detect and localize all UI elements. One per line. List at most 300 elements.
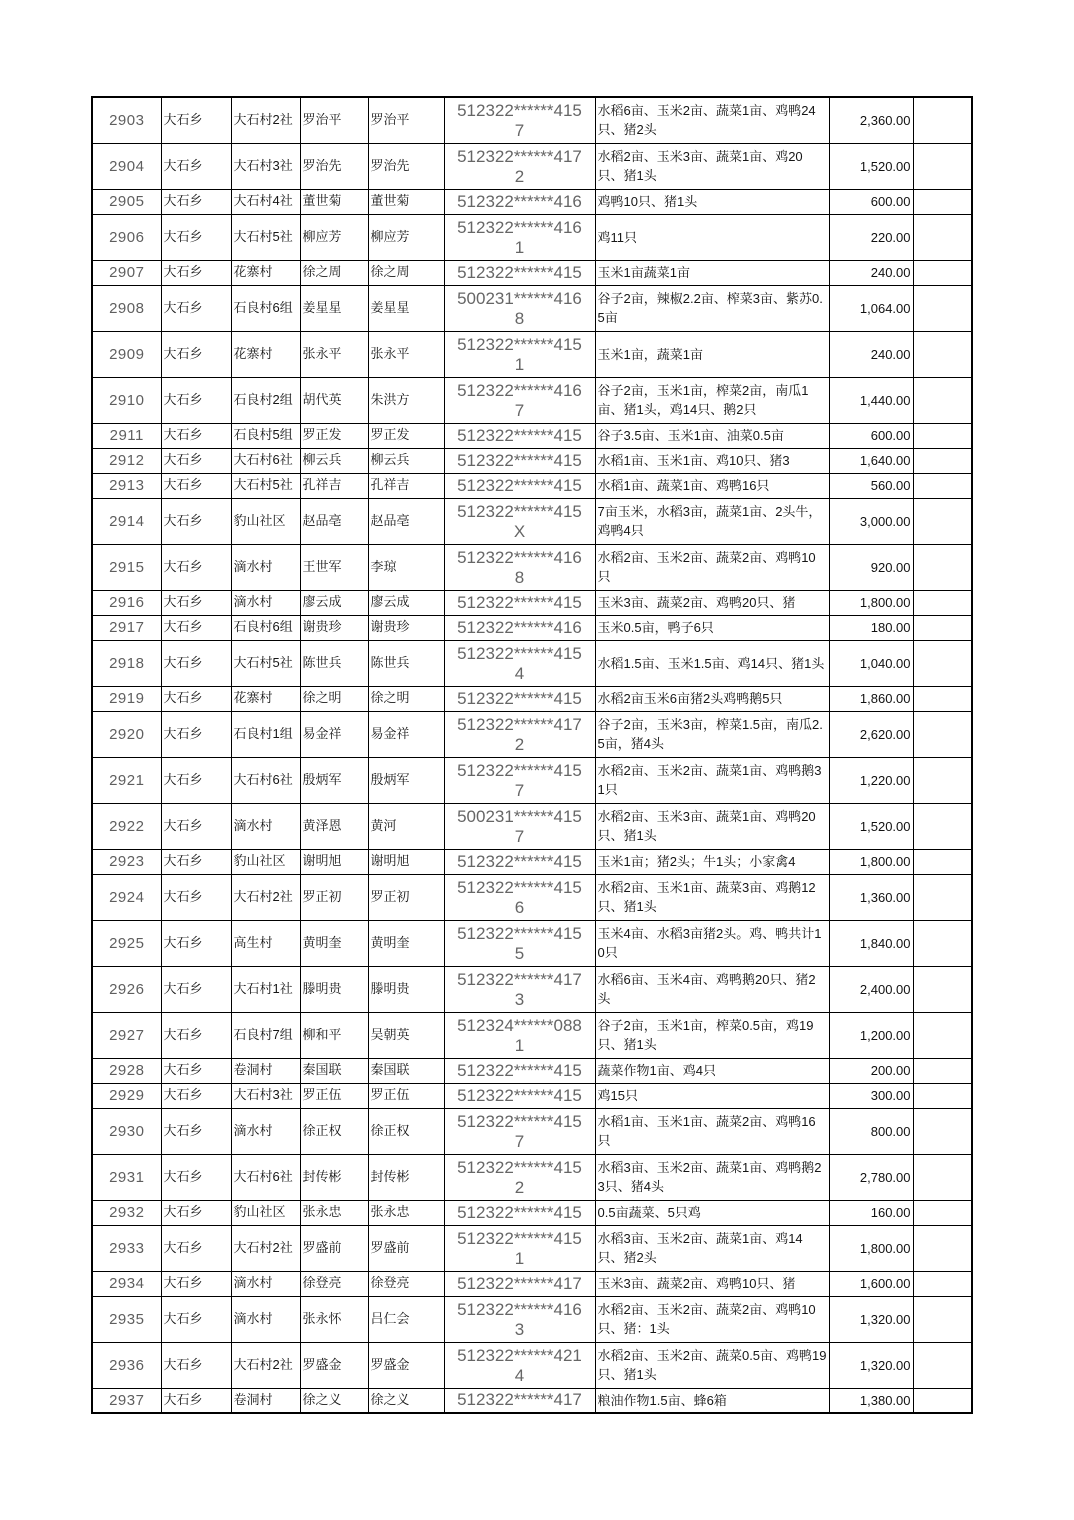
cell-village: 卷洞村	[231, 1058, 300, 1083]
cell-village: 豹山社区	[231, 1200, 300, 1225]
cell-beneficiary-name: 吕仁会	[368, 1296, 444, 1342]
cell-township: 大石乡	[161, 1154, 231, 1200]
cell-id-number	[444, 423, 595, 448]
cell-beneficiary-name: 罗正伍	[368, 1083, 444, 1108]
cell-village: 石良村2组	[231, 377, 300, 423]
table-row	[92, 1083, 972, 1108]
id-number-line2: 4	[514, 1365, 525, 1385]
cell-row-number: 2924	[92, 874, 161, 920]
cell-subsidy-amount: 600.00	[829, 423, 913, 448]
cell-id-number	[444, 260, 595, 285]
id-number-line1: 512322******415	[457, 100, 582, 120]
cell-blank	[913, 189, 972, 214]
id-number-line1: 512322******417	[457, 1390, 582, 1410]
cell-row-number: 2925	[92, 920, 161, 966]
id-number-line1: 512322******415	[457, 1202, 582, 1222]
cell-beneficiary-name: 罗治平	[368, 97, 444, 143]
cell-village: 大石村5社	[231, 214, 300, 260]
cell-beneficiary-name: 秦国联	[368, 1058, 444, 1083]
table-row	[92, 1058, 972, 1083]
id-number-line1: 512322******415	[457, 688, 582, 708]
cell-village: 滴水村	[231, 1271, 300, 1296]
cell-beneficiary-name: 赵品亳	[368, 498, 444, 544]
id-number-line2: 6	[514, 897, 525, 917]
cell-declarant-name: 滕明贵	[300, 966, 368, 1012]
cell-id-number	[444, 640, 595, 686]
cell-row-number: 2919	[92, 686, 161, 711]
cell-township: 大石乡	[161, 686, 231, 711]
table-row	[92, 377, 972, 423]
subsidy-table	[91, 96, 973, 1414]
cell-declarant-name: 殷炳军	[300, 757, 368, 803]
cell-production-items: 水稻2亩、玉米2亩、蔬菜1亩、鸡鸭鹅31只	[595, 757, 829, 803]
cell-village: 豹山社区	[231, 849, 300, 874]
cell-declarant-name: 徐之义	[300, 1388, 368, 1413]
cell-beneficiary-name: 徐之周	[368, 260, 444, 285]
id-number-line1: 512322******415	[457, 851, 582, 871]
id-number-line2: 3	[514, 989, 525, 1009]
cell-row-number: 2932	[92, 1200, 161, 1225]
cell-row-number: 2907	[92, 260, 161, 285]
cell-township: 大石乡	[161, 849, 231, 874]
cell-township: 大石乡	[161, 423, 231, 448]
cell-subsidy-amount: 1,520.00	[829, 803, 913, 849]
cell-id-number	[444, 1012, 595, 1058]
table-row	[92, 544, 972, 590]
cell-declarant-name: 张永忠	[300, 1200, 368, 1225]
cell-declarant-name: 徐登亮	[300, 1271, 368, 1296]
id-number-line1: 512322******415	[457, 1111, 582, 1131]
cell-subsidy-amount: 1,640.00	[829, 448, 913, 473]
cell-township: 大石乡	[161, 544, 231, 590]
cell-beneficiary-name: 殷炳军	[368, 757, 444, 803]
cell-beneficiary-name: 罗盛前	[368, 1225, 444, 1271]
cell-production-items: 玉米4亩、水稻3亩猪2头。鸡、鸭共计10只	[595, 920, 829, 966]
table-row	[92, 423, 972, 448]
cell-beneficiary-name: 廖云成	[368, 590, 444, 615]
cell-id-number	[444, 1058, 595, 1083]
cell-subsidy-amount: 920.00	[829, 544, 913, 590]
id-number-line1: 512322******415	[457, 643, 582, 663]
cell-row-number: 2930	[92, 1108, 161, 1154]
cell-production-items: 鸡15只	[595, 1083, 829, 1108]
cell-declarant-name: 黄明奎	[300, 920, 368, 966]
table-row	[92, 590, 972, 615]
cell-subsidy-amount: 1,220.00	[829, 757, 913, 803]
cell-beneficiary-name: 张永平	[368, 331, 444, 377]
cell-beneficiary-name: 徐之义	[368, 1388, 444, 1413]
cell-beneficiary-name: 封传彬	[368, 1154, 444, 1200]
cell-village: 大石村4社	[231, 189, 300, 214]
cell-id-number	[444, 590, 595, 615]
cell-blank	[913, 423, 972, 448]
cell-village: 大石村2社	[231, 874, 300, 920]
cell-declarant-name: 胡代英	[300, 377, 368, 423]
cell-blank	[913, 1058, 972, 1083]
cell-row-number: 2910	[92, 377, 161, 423]
cell-subsidy-amount: 2,360.00	[829, 97, 913, 143]
subsidy-table-body	[92, 97, 972, 1413]
id-number-line1: 512322******417	[457, 146, 582, 166]
cell-declarant-name: 罗盛金	[300, 1342, 368, 1388]
cell-declarant-name: 罗正伍	[300, 1083, 368, 1108]
table-row	[92, 143, 972, 189]
cell-village: 石良村6组	[231, 285, 300, 331]
cell-row-number: 2912	[92, 448, 161, 473]
table-row	[92, 260, 972, 285]
id-number-line2: 4	[514, 663, 525, 683]
id-number-line2: 1	[514, 1035, 525, 1055]
cell-beneficiary-name: 姜星星	[368, 285, 444, 331]
cell-declarant-name: 柳和平	[300, 1012, 368, 1058]
cell-id-number	[444, 874, 595, 920]
cell-township: 大石乡	[161, 331, 231, 377]
cell-production-items: 7亩玉米，水稻3亩，蔬菜1亩、2头牛，鸡鸭4只	[595, 498, 829, 544]
cell-township: 大石乡	[161, 1296, 231, 1342]
cell-row-number: 2928	[92, 1058, 161, 1083]
cell-row-number: 2921	[92, 757, 161, 803]
cell-subsidy-amount: 1,800.00	[829, 849, 913, 874]
cell-township: 大石乡	[161, 1388, 231, 1413]
cell-row-number: 2903	[92, 97, 161, 143]
cell-id-number	[444, 214, 595, 260]
cell-production-items: 水稻2亩、玉米2亩、蔬菜2亩、鸡鸭10只、猪：1头	[595, 1296, 829, 1342]
cell-row-number: 2936	[92, 1342, 161, 1388]
cell-declarant-name: 赵品亳	[300, 498, 368, 544]
cell-township: 大石乡	[161, 615, 231, 640]
cell-id-number	[444, 1083, 595, 1108]
cell-subsidy-amount: 600.00	[829, 189, 913, 214]
id-number-line2: 2	[514, 1177, 525, 1197]
cell-blank	[913, 498, 972, 544]
cell-subsidy-amount: 240.00	[829, 260, 913, 285]
cell-blank	[913, 874, 972, 920]
cell-blank	[913, 1388, 972, 1413]
cell-row-number: 2931	[92, 1154, 161, 1200]
cell-blank	[913, 966, 972, 1012]
cell-row-number: 2922	[92, 803, 161, 849]
cell-id-number	[444, 498, 595, 544]
cell-production-items: 水稻1.5亩、玉米1.5亩、鸡14只、猪1头	[595, 640, 829, 686]
cell-subsidy-amount: 200.00	[829, 1058, 913, 1083]
cell-subsidy-amount: 160.00	[829, 1200, 913, 1225]
cell-production-items: 水稻6亩、玉米2亩、蔬菜1亩、鸡鸭24只、猪2头	[595, 97, 829, 143]
cell-subsidy-amount: 1,320.00	[829, 1296, 913, 1342]
cell-village: 大石村3社	[231, 143, 300, 189]
cell-production-items: 水稻2亩、玉米2亩、蔬菜2亩、鸡鸭10只	[595, 544, 829, 590]
cell-declarant-name: 黄泽恩	[300, 803, 368, 849]
cell-row-number: 2934	[92, 1271, 161, 1296]
cell-id-number	[444, 1225, 595, 1271]
cell-row-number: 2927	[92, 1012, 161, 1058]
id-number-line2: 2	[514, 734, 525, 754]
cell-declarant-name: 谢明旭	[300, 849, 368, 874]
cell-blank	[913, 1154, 972, 1200]
table-row	[92, 803, 972, 849]
cell-township: 大石乡	[161, 1083, 231, 1108]
cell-row-number: 2914	[92, 498, 161, 544]
cell-beneficiary-name: 罗正初	[368, 874, 444, 920]
cell-production-items: 谷子2亩，玉米3亩，榨菜1.5亩，南瓜2.5亩，猪4头	[595, 711, 829, 757]
cell-production-items: 谷子2亩，辣椒2.2亩、榨菜3亩、紫苏0.5亩	[595, 285, 829, 331]
cell-blank	[913, 448, 972, 473]
cell-declarant-name: 封传彬	[300, 1154, 368, 1200]
id-number-line1: 512322******416	[457, 191, 582, 211]
cell-declarant-name: 张永怀	[300, 1296, 368, 1342]
cell-blank	[913, 849, 972, 874]
cell-blank	[913, 544, 972, 590]
cell-village: 大石村2社	[231, 97, 300, 143]
cell-beneficiary-name: 徐正权	[368, 1108, 444, 1154]
cell-village: 大石村2社	[231, 1225, 300, 1271]
cell-blank	[913, 1296, 972, 1342]
cell-id-number	[444, 143, 595, 189]
cell-township: 大石乡	[161, 1225, 231, 1271]
cell-blank	[913, 97, 972, 143]
cell-blank	[913, 1271, 972, 1296]
cell-subsidy-amount: 1,600.00	[829, 1271, 913, 1296]
cell-blank	[913, 1225, 972, 1271]
cell-blank	[913, 1012, 972, 1058]
cell-row-number: 2909	[92, 331, 161, 377]
cell-production-items: 谷子2亩，玉米1亩，榨菜0.5亩，鸡19只、猪1头	[595, 1012, 829, 1058]
cell-id-number	[444, 1200, 595, 1225]
cell-row-number: 2906	[92, 214, 161, 260]
id-number-line1: 512322******415	[457, 425, 582, 445]
cell-id-number	[444, 1296, 595, 1342]
cell-declarant-name: 易金祥	[300, 711, 368, 757]
cell-id-number	[444, 615, 595, 640]
id-number-line1: 512322******415	[457, 592, 582, 612]
cell-id-number	[444, 448, 595, 473]
cell-village: 花寨村	[231, 331, 300, 377]
cell-declarant-name: 罗正初	[300, 874, 368, 920]
cell-township: 大石乡	[161, 1058, 231, 1083]
cell-subsidy-amount: 300.00	[829, 1083, 913, 1108]
cell-subsidy-amount: 1,860.00	[829, 686, 913, 711]
cell-village: 大石村5社	[231, 640, 300, 686]
table-row	[92, 849, 972, 874]
cell-blank	[913, 214, 972, 260]
cell-production-items: 玉米3亩、蔬菜2亩、鸡鸭20只、猪	[595, 590, 829, 615]
cell-subsidy-amount: 1,800.00	[829, 1225, 913, 1271]
cell-village: 大石村6社	[231, 757, 300, 803]
cell-beneficiary-name: 谢贵珍	[368, 615, 444, 640]
cell-id-number	[444, 803, 595, 849]
cell-township: 大石乡	[161, 757, 231, 803]
cell-subsidy-amount: 2,780.00	[829, 1154, 913, 1200]
cell-declarant-name: 罗治先	[300, 143, 368, 189]
table-row	[92, 920, 972, 966]
cell-village: 大石村1社	[231, 966, 300, 1012]
cell-declarant-name: 徐正权	[300, 1108, 368, 1154]
id-number-line1: 512322******415	[457, 877, 582, 897]
cell-township: 大石乡	[161, 1108, 231, 1154]
cell-village: 大石村3社	[231, 1083, 300, 1108]
cell-beneficiary-name: 易金祥	[368, 711, 444, 757]
cell-production-items: 鸡11只	[595, 214, 829, 260]
cell-blank	[913, 640, 972, 686]
cell-township: 大石乡	[161, 1200, 231, 1225]
cell-declarant-name: 徐之周	[300, 260, 368, 285]
cell-id-number	[444, 97, 595, 143]
cell-blank	[913, 143, 972, 189]
cell-row-number: 2935	[92, 1296, 161, 1342]
cell-blank	[913, 285, 972, 331]
cell-beneficiary-name: 朱洪方	[368, 377, 444, 423]
table-row	[92, 686, 972, 711]
cell-subsidy-amount: 1,064.00	[829, 285, 913, 331]
cell-beneficiary-name: 柳应芳	[368, 214, 444, 260]
id-number-line1: 500231******416	[457, 288, 582, 308]
table-row	[92, 874, 972, 920]
cell-declarant-name: 罗治平	[300, 97, 368, 143]
cell-village: 滴水村	[231, 803, 300, 849]
cell-row-number: 2905	[92, 189, 161, 214]
id-number-line1: 512322******415	[457, 1085, 582, 1105]
cell-township: 大石乡	[161, 285, 231, 331]
cell-row-number: 2904	[92, 143, 161, 189]
cell-production-items: 玉米1亩；猪2头；牛1头；小家禽4	[595, 849, 829, 874]
cell-id-number	[444, 1342, 595, 1388]
cell-beneficiary-name: 张永忠	[368, 1200, 444, 1225]
table-row	[92, 331, 972, 377]
cell-blank	[913, 757, 972, 803]
cell-village: 滴水村	[231, 590, 300, 615]
cell-production-items: 鸡鸭10只、猪1头	[595, 189, 829, 214]
cell-blank	[913, 1342, 972, 1388]
cell-production-items: 水稻3亩、玉米2亩、蔬菜1亩、鸡鸭鹅23只、猪4头	[595, 1154, 829, 1200]
cell-row-number: 2917	[92, 615, 161, 640]
cell-declarant-name: 张永平	[300, 331, 368, 377]
cell-declarant-name: 王世军	[300, 544, 368, 590]
cell-row-number: 2933	[92, 1225, 161, 1271]
cell-blank	[913, 590, 972, 615]
table-row	[92, 1296, 972, 1342]
cell-subsidy-amount: 180.00	[829, 615, 913, 640]
table-row	[92, 1108, 972, 1154]
cell-declarant-name: 罗正发	[300, 423, 368, 448]
cell-village: 花寨村	[231, 686, 300, 711]
cell-village: 石良村7组	[231, 1012, 300, 1058]
cell-subsidy-amount: 1,800.00	[829, 590, 913, 615]
cell-township: 大石乡	[161, 803, 231, 849]
cell-declarant-name: 廖云成	[300, 590, 368, 615]
table-row	[92, 1200, 972, 1225]
cell-production-items: 水稻2亩、玉米3亩、蔬菜1亩、鸡20只、猪1头	[595, 143, 829, 189]
cell-beneficiary-name: 罗治先	[368, 143, 444, 189]
table-row	[92, 711, 972, 757]
cell-village: 豹山社区	[231, 498, 300, 544]
cell-township: 大石乡	[161, 966, 231, 1012]
id-number-line2: 1	[514, 1248, 525, 1268]
cell-village: 滴水村	[231, 1108, 300, 1154]
cell-township: 大石乡	[161, 640, 231, 686]
cell-subsidy-amount: 1,360.00	[829, 874, 913, 920]
cell-beneficiary-name: 李琼	[368, 544, 444, 590]
id-number-line1: 512322******416	[457, 217, 582, 237]
cell-production-items: 蔬菜作物1亩、鸡4只	[595, 1058, 829, 1083]
cell-blank	[913, 686, 972, 711]
cell-subsidy-amount: 1,320.00	[829, 1342, 913, 1388]
cell-row-number: 2915	[92, 544, 161, 590]
cell-id-number	[444, 473, 595, 498]
cell-beneficiary-name: 罗盛金	[368, 1342, 444, 1388]
id-number-line2: 7	[514, 120, 525, 140]
cell-village: 滴水村	[231, 1296, 300, 1342]
id-number-line1: 512322******415	[457, 262, 582, 282]
id-number-line2: 7	[514, 826, 525, 846]
cell-subsidy-amount: 2,400.00	[829, 966, 913, 1012]
cell-production-items: 玉米0.5亩，鸭子6只	[595, 615, 829, 640]
cell-township: 大石乡	[161, 143, 231, 189]
cell-subsidy-amount: 240.00	[829, 331, 913, 377]
cell-production-items: 玉米1亩，蔬菜1亩	[595, 331, 829, 377]
cell-row-number: 2911	[92, 423, 161, 448]
cell-blank	[913, 803, 972, 849]
cell-row-number: 2916	[92, 590, 161, 615]
cell-declarant-name: 董世菊	[300, 189, 368, 214]
cell-declarant-name: 罗盛前	[300, 1225, 368, 1271]
cell-id-number	[444, 1108, 595, 1154]
table-row	[92, 97, 972, 143]
cell-row-number: 2913	[92, 473, 161, 498]
table-row	[92, 1342, 972, 1388]
cell-id-number	[444, 1388, 595, 1413]
id-number-line1: 512322******417	[457, 714, 582, 734]
cell-village: 花寨村	[231, 260, 300, 285]
id-number-line1: 512322******415	[457, 475, 582, 495]
cell-declarant-name: 柳云兵	[300, 448, 368, 473]
cell-village: 大石村5社	[231, 473, 300, 498]
cell-blank	[913, 1108, 972, 1154]
cell-beneficiary-name: 陈世兵	[368, 640, 444, 686]
cell-row-number: 2923	[92, 849, 161, 874]
cell-subsidy-amount: 220.00	[829, 214, 913, 260]
cell-id-number	[444, 849, 595, 874]
cell-id-number	[444, 686, 595, 711]
cell-production-items: 水稻2亩、玉米2亩、蔬菜0.5亩、鸡鸭19只、猪1头	[595, 1342, 829, 1388]
cell-production-items: 水稻6亩、玉米4亩、鸡鸭鹅20只、猪2头	[595, 966, 829, 1012]
cell-blank	[913, 377, 972, 423]
id-number-line1: 512322******415	[457, 1060, 582, 1080]
cell-village: 卷洞村	[231, 1388, 300, 1413]
cell-id-number	[444, 1154, 595, 1200]
cell-subsidy-amount: 1,440.00	[829, 377, 913, 423]
cell-declarant-name: 陈世兵	[300, 640, 368, 686]
id-number-line1: 512322******416	[457, 1299, 582, 1319]
table-row	[92, 285, 972, 331]
cell-village: 滴水村	[231, 544, 300, 590]
cell-subsidy-amount: 1,840.00	[829, 920, 913, 966]
id-number-line2: 7	[514, 400, 525, 420]
cell-row-number: 2926	[92, 966, 161, 1012]
table-row	[92, 640, 972, 686]
cell-blank	[913, 615, 972, 640]
id-number-line2: 7	[514, 780, 525, 800]
id-number-line1: 512322******415	[457, 450, 582, 470]
cell-id-number	[444, 966, 595, 1012]
cell-township: 大石乡	[161, 920, 231, 966]
table-row	[92, 1154, 972, 1200]
cell-production-items: 水稻1亩、玉米1亩、蔬菜2亩、鸡鸭16只	[595, 1108, 829, 1154]
id-number-line1: 512322******415	[457, 923, 582, 943]
cell-row-number: 2918	[92, 640, 161, 686]
id-number-line2: 8	[514, 567, 525, 587]
cell-row-number: 2920	[92, 711, 161, 757]
cell-production-items: 玉米1亩蔬菜1亩	[595, 260, 829, 285]
cell-production-items: 水稻3亩、玉米2亩、蔬菜1亩、鸡14只、猪2头	[595, 1225, 829, 1271]
